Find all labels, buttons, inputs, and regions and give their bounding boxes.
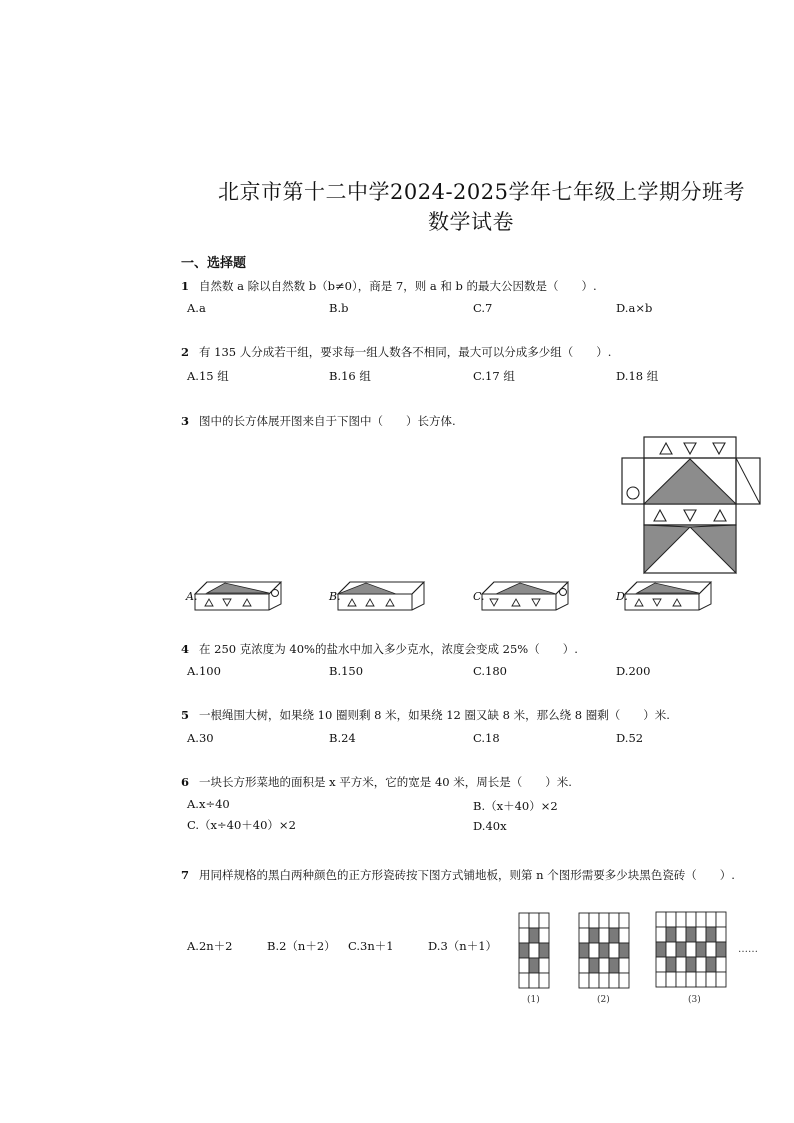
black-tile: [609, 928, 619, 943]
question-text: 自然数 a 除以自然数 b（b≠0），商是 7，则 a 和 b 的最大公因数是（ ）.: [199, 279, 597, 293]
question-number: 4: [181, 642, 190, 656]
option-b[interactable]: B.2（n＋2）: [267, 939, 336, 953]
white-tile: [599, 928, 609, 943]
black-tile: [656, 942, 666, 957]
white-tile: [519, 973, 529, 988]
option-b[interactable]: B.16 组: [329, 369, 371, 383]
white-tile: [716, 972, 726, 987]
black-tile: [676, 942, 686, 957]
black-tile: [519, 943, 529, 958]
white-tile: [666, 972, 676, 987]
page-title: 北京市第十二中学2024-2025学年七年级上学期分班考: [218, 180, 745, 204]
white-tile: [519, 928, 529, 943]
white-tile: [656, 927, 666, 942]
question-text: 在 250 克浓度为 40%的盐水中加入多少克水，浓度会变成 25%（ ）.: [199, 642, 578, 656]
black-tile: [686, 927, 696, 942]
white-tile: [609, 973, 619, 988]
option-b[interactable]: B.: [329, 590, 341, 603]
white-tile: [579, 973, 589, 988]
option-d[interactable]: D.: [616, 590, 628, 603]
option-c[interactable]: C.: [473, 590, 485, 603]
white-tile: [589, 973, 599, 988]
white-tile: [539, 973, 549, 988]
question-text: 图中的长方体展开图来自于下图中（ ）长方体.: [199, 414, 456, 428]
option-b[interactable]: B.24: [329, 731, 356, 745]
white-tile: [619, 913, 629, 928]
white-tile: [696, 972, 706, 987]
question-1: [181, 278, 597, 294]
continuation-ellipsis: ……: [738, 944, 758, 955]
white-tile: [599, 973, 609, 988]
tile-pattern-1-figure: [518, 912, 550, 990]
option-a[interactable]: A.x÷40: [187, 797, 230, 811]
white-tile: [539, 958, 549, 973]
option-b-box-figure[interactable]: [336, 580, 426, 612]
question-2: [181, 344, 611, 360]
white-tile: [696, 927, 706, 942]
tile-pattern-3-figure: [655, 911, 730, 989]
option-d[interactable]: D.200: [616, 664, 651, 678]
question-text: 一块长方形菜地的面积是 x 平方米，它的宽是 40 米，周长是（ ）米.: [199, 775, 572, 789]
white-tile: [676, 912, 686, 927]
option-c[interactable]: C.（x÷40＋40）×2: [187, 818, 296, 832]
white-tile: [579, 913, 589, 928]
white-tile: [676, 957, 686, 972]
option-d[interactable]: D.40x: [473, 819, 507, 833]
option-d-box-figure[interactable]: [623, 580, 713, 612]
white-tile: [716, 957, 726, 972]
question-7: [181, 867, 735, 883]
black-tile: [579, 943, 589, 958]
option-b[interactable]: B.（x＋40）×2: [473, 799, 558, 813]
option-c[interactable]: C.180: [473, 664, 507, 678]
question-number: 7: [181, 868, 190, 882]
figure-caption-3: (3): [688, 995, 701, 1005]
white-tile: [666, 912, 676, 927]
white-tile: [579, 928, 589, 943]
black-tile: [609, 958, 619, 973]
option-a[interactable]: A.a: [187, 301, 206, 315]
white-tile: [676, 927, 686, 942]
question-3: [181, 413, 456, 429]
figure-caption-2: (2): [597, 995, 610, 1005]
white-tile: [579, 958, 589, 973]
option-d[interactable]: D.3（n＋1）: [428, 939, 498, 953]
white-tile: [619, 958, 629, 973]
black-tile: [666, 957, 676, 972]
option-d[interactable]: D.52: [616, 731, 644, 745]
option-a-box-figure[interactable]: [193, 580, 283, 612]
black-tile: [696, 942, 706, 957]
white-tile: [519, 958, 529, 973]
white-tile: [656, 972, 666, 987]
white-tile: [696, 912, 706, 927]
question-4: [181, 641, 578, 657]
figure-caption-1: (1): [527, 995, 540, 1005]
cuboid-net-figure: [620, 435, 762, 575]
question-6: [181, 774, 572, 790]
option-a[interactable]: A.30: [187, 731, 214, 745]
white-tile: [609, 943, 619, 958]
page-subtitle: 数学试卷: [428, 210, 514, 234]
white-tile: [696, 957, 706, 972]
option-a[interactable]: A.15 组: [187, 369, 229, 383]
question-number: 3: [181, 414, 190, 428]
white-tile: [599, 958, 609, 973]
black-tile: [706, 927, 716, 942]
option-d[interactable]: D.a×b: [616, 301, 653, 315]
white-tile: [706, 942, 716, 957]
option-a[interactable]: A.2n＋2: [187, 939, 233, 953]
question-number: 1: [181, 279, 190, 293]
option-c[interactable]: C.17 组: [473, 369, 515, 383]
option-a[interactable]: A.: [186, 590, 198, 603]
question-text: 有 135 人分成若干组，要求每一组人数各不相同，最大可以分成多少组（ ）.: [199, 345, 612, 359]
question-number: 2: [181, 345, 190, 359]
white-tile: [716, 927, 726, 942]
white-tile: [686, 972, 696, 987]
question-text: 用同样规格的黑白两种颜色的正方形瓷砖按下图方式铺地板，则第 n 个图形需要多少块黑色瓷砖（ ）.: [199, 868, 735, 882]
section-heading: 一、选择题: [181, 256, 247, 271]
black-tile: [589, 928, 599, 943]
white-tile: [716, 912, 726, 927]
option-c[interactable]: C.7: [473, 301, 493, 315]
white-tile: [706, 972, 716, 987]
white-tile: [656, 957, 666, 972]
black-tile: [589, 958, 599, 973]
white-tile: [686, 942, 696, 957]
white-tile: [599, 913, 609, 928]
black-tile: [686, 957, 696, 972]
option-c[interactable]: C.18: [473, 731, 500, 745]
white-tile: [529, 943, 539, 958]
tile-pattern-2-figure: [578, 912, 630, 990]
white-tile: [519, 913, 529, 928]
black-tile: [666, 927, 676, 942]
black-tile: [539, 943, 549, 958]
white-tile: [589, 943, 599, 958]
white-tile: [589, 913, 599, 928]
white-tile: [706, 912, 716, 927]
white-tile: [656, 912, 666, 927]
black-tile: [529, 958, 539, 973]
black-tile: [619, 943, 629, 958]
question-5: [181, 707, 670, 723]
option-c[interactable]: C.3n＋1: [348, 939, 394, 953]
black-tile: [706, 957, 716, 972]
white-tile: [539, 913, 549, 928]
white-tile: [529, 973, 539, 988]
white-tile: [539, 928, 549, 943]
black-tile: [529, 928, 539, 943]
question-text: 一根绳围大树，如果绕 10 圈则剩 8 米，如果绕 12 圈又缺 8 米，那么绕 8 圈剩（ ）米.: [199, 708, 670, 722]
black-tile: [599, 943, 609, 958]
white-tile: [529, 913, 539, 928]
black-tile: [716, 942, 726, 957]
question-number: 6: [181, 775, 190, 789]
option-b[interactable]: B.150: [329, 664, 364, 678]
option-b[interactable]: B.b: [329, 301, 349, 315]
white-tile: [676, 972, 686, 987]
white-tile: [686, 912, 696, 927]
option-a[interactable]: A.100: [187, 664, 221, 678]
option-c-box-figure[interactable]: [480, 580, 570, 612]
white-tile: [619, 973, 629, 988]
white-tile: [666, 942, 676, 957]
option-d[interactable]: D.18 组: [616, 369, 659, 383]
question-number: 5: [181, 708, 190, 722]
white-tile: [619, 928, 629, 943]
white-tile: [609, 913, 619, 928]
